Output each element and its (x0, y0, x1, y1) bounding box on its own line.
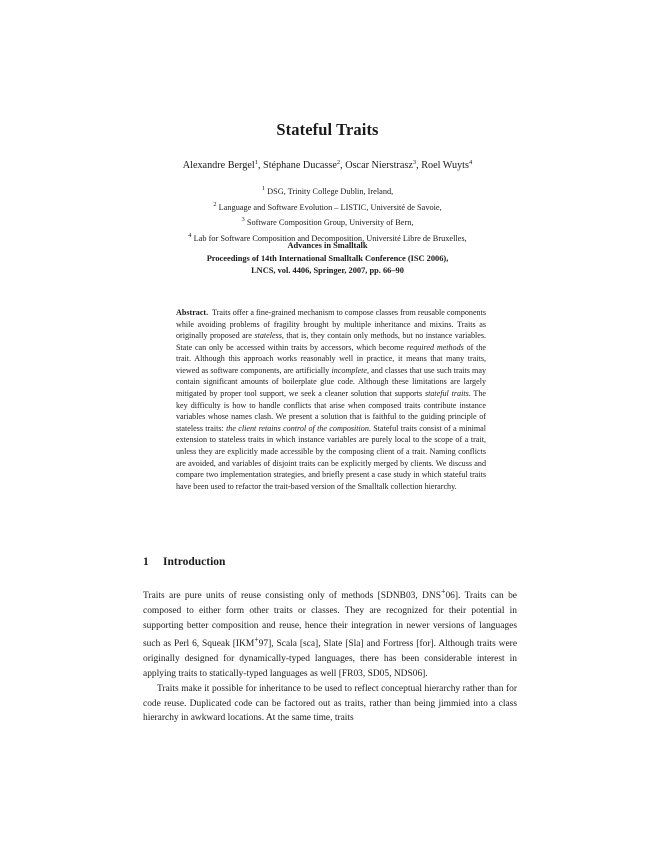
affiliation (0, 199, 655, 215)
affiliation-mark: 3 (241, 216, 245, 224)
author-name: Roel Wuyts (421, 160, 469, 171)
abstract-emphasis: incomplete (331, 365, 368, 375)
citation-superscript: + (441, 587, 446, 596)
affiliation-text: DSG, Trinity College Dublin, Ireland, (267, 187, 394, 196)
author-name: Oscar Nierstrasz (345, 160, 413, 171)
abstract-text: Traits offer a fine-grained mechanism to compose classes from reusable components while avoiding problems of fragility brought by multiple inheritance and mixins. Traits as originally proposed are (176, 308, 486, 341)
affiliation (0, 214, 655, 230)
abstract-text: . Stateful traits consist of a minimal extension to stateless traits in which instance variables are purely local to the scope of a trait, unless they are explicitly made accessible by the composing client of a trait. Naming conflicts are avoided, and variables of disjoint traits can be explicitly merged by clients. We discuss and compare two implementation strategies, and briefly present a case study in which stateful traits have been used to refactor the trait-based version of the Smalltalk collection hierarchy. (176, 423, 487, 491)
abstract-body (176, 308, 486, 491)
abstract-emphasis: stateless (254, 331, 282, 341)
abstract-label: Abstract. (176, 308, 209, 317)
body-paragraph (143, 585, 517, 682)
affiliation-text: Lab for Software Composition and Decomposition, Université Libre de Bruxelles, (193, 233, 467, 243)
author-mark: 3 (412, 159, 417, 166)
abstract (176, 307, 486, 492)
author-separator: , (340, 160, 346, 171)
paragraph-text: 97], Scala [sca], Slate [Sla] and Fortress [for]. Although traits were originally designed for dynamically-typed languages, there has been considerable interest in applying traits to statically-typed languages as well [FR03, SD05, NDS06]. (143, 639, 518, 680)
paper-title: Stateful Traits (276, 120, 379, 139)
section-number: 1 (143, 556, 149, 568)
abstract-emphasis: stateful traits (424, 389, 469, 399)
author-name: Alexandre Bergel (182, 160, 255, 171)
abstract-text: , that is, they contain only methods, but no instance variables. State can only be accessed within traits by accessors, which become (176, 331, 487, 352)
paragraph-text: 06]. Traits can be composed to either form other traits or classes. They are recognized for their potential in supporting better composition and reuse, hence their integration in newer versions of languages such as Perl 6, Squeak [IKM (143, 591, 517, 650)
venue-line: Proceedings of 14th International Smalltalk Conference (ISC 2006), (206, 253, 449, 263)
paragraph-text: Traits make it possible for inheritance to be used to reflect conceptual hierarchy rather than for code reuse. Duplicated code can be factored out as traits, rather than being jimmied into a class hierarchy in awkward locations. At the same time, traits (143, 683, 517, 724)
affiliation (0, 183, 655, 199)
author-mark: 4 (468, 159, 473, 166)
abstract-emphasis: the client retains control of the composition (226, 423, 369, 433)
affiliation-mark: 4 (188, 231, 192, 239)
abstract-text: , and classes that use such traits may contain significant amounts of boilerplate glue code. Although these limitations are largely mitigated by proper tool support, we seek a cleaner solution that supports (176, 365, 486, 399)
section-heading (143, 556, 225, 568)
author-mark: 2 (336, 159, 341, 166)
affiliation-text: Language and Software Evolution – LISTIC, Université de Savoie, (218, 202, 442, 212)
venue-block (0, 240, 655, 278)
abstract-text: . The key difficulty is how to handle conflicts that arise when composed traits contribute instance variables whose names clash. We present a solution that is faithful to the guiding principle of stateless traits: (176, 389, 487, 433)
author-mark: 1 (254, 159, 258, 166)
paragraph-text: Traits are pure units of reuse consisting only of methods [SDNB03, DNS (143, 591, 441, 602)
affiliation-list (0, 183, 655, 245)
venue-line: Advances in Smalltalk (287, 241, 368, 250)
affiliation-mark: 1 (261, 185, 266, 192)
citation-superscript: + (254, 635, 259, 645)
body-paragraph (143, 682, 517, 726)
author-separator: , (257, 160, 264, 171)
venue-line: LNCS, vol. 4406, Springer, 2007, pp. 66–90 (251, 266, 404, 276)
author-name: Stéphane Ducasse (263, 160, 337, 171)
affiliation-text: Software Composition Group, University of Bern, (246, 218, 414, 228)
section-title: Introduction (163, 556, 226, 568)
introduction-body (143, 585, 517, 726)
author-separator: , (416, 160, 422, 171)
affiliation-mark: 2 (213, 200, 217, 208)
abstract-text: of the trait. Although this approach works reasonably well in practice, it means that many traits, viewed as software components, are artificially (176, 342, 486, 375)
author-list (0, 159, 655, 171)
abstract-emphasis: required methods (406, 342, 464, 352)
